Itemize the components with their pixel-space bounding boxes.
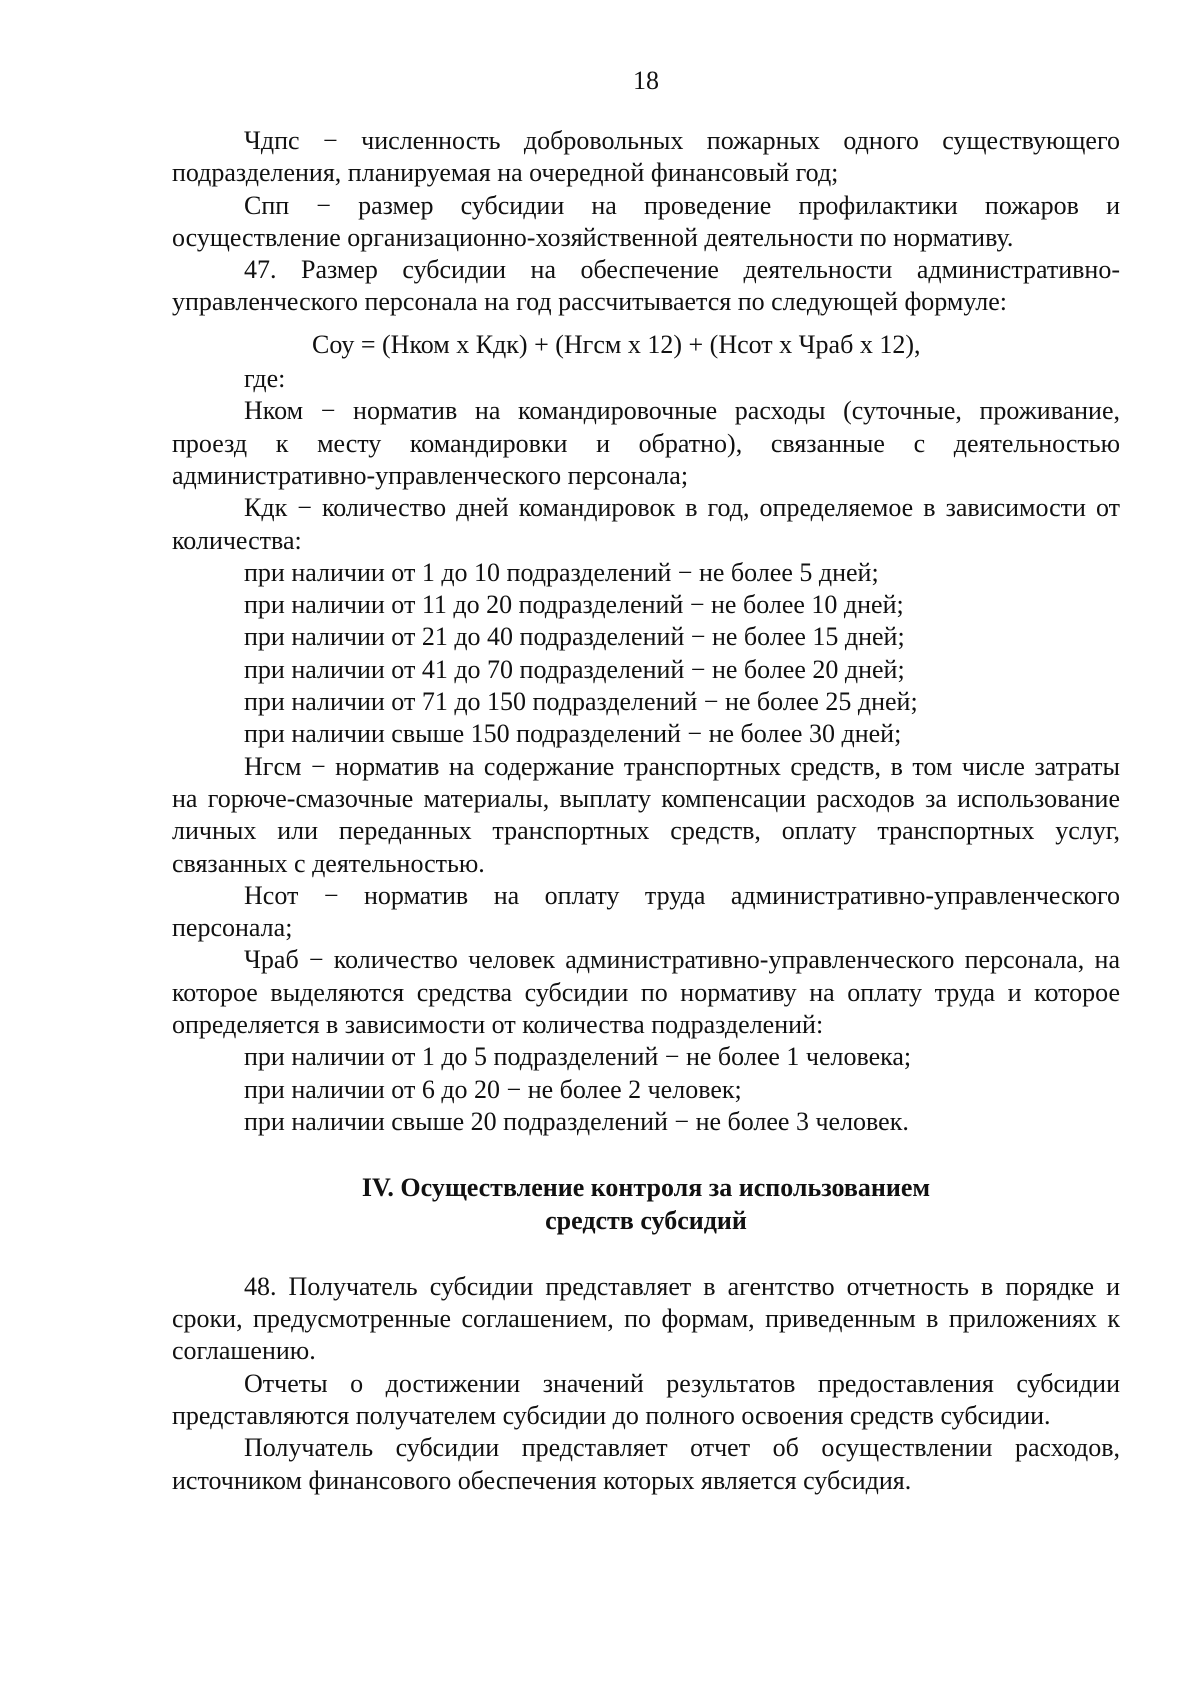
- section-heading-line2: средств субсидий: [545, 1205, 747, 1235]
- kdk-list-item: при наличии от 71 до 150 подразделений − не более 25 дней;: [244, 687, 918, 717]
- paragraph-reports: Отчеты о достижении значений результатов предоставления субсидии представляются получателем субсидии до полного освоения средств субсидии.: [172, 1368, 1120, 1430]
- paragraph-47: 47. Размер субсидии на обеспечение деятельности административно-управленческого персонала на год рассчитывается по следующей формуле:: [172, 255, 1120, 317]
- where-label: где:: [244, 364, 286, 394]
- formula: Соу = (Нком х Кдк) + (Нгсм х 12) + (Нсот х Чраб х 12),: [312, 329, 921, 359]
- section-heading: [172, 1172, 1120, 1237]
- kdk-list-item: при наличии от 41 до 70 подразделений − не более 20 дней;: [244, 654, 905, 684]
- paragraph-spp: Спп − размер субсидии на проведение профилактики пожаров и осуществление организационно-хозяйственной деятельности по нормативу.: [172, 190, 1120, 252]
- kdk-list-item: при наличии от 11 до 20 подразделений − не более 10 дней;: [244, 590, 904, 620]
- paragraph-kdk: Кдк − количество дней командировок в год, определяемое в зависимости от количества:: [172, 493, 1120, 555]
- paragraph-ngsm: Нгсм − норматив на содержание транспортных средств, в том числе затраты на горюче-смазочные материалы, выплату компенсации расходов за использование личных или переданных транспортных средств, оплату транспортных услуг, связанных с деятельностью.: [172, 751, 1120, 878]
- paragraph-nkom: Нком − норматив на командировочные расходы (суточные, проживание, проезд к месту командировки и обратно), связанные с деятельностью административно-управленческого персонала;: [172, 396, 1120, 490]
- paragraph-expenses-report: Получатель субсидии представляет отчет об осуществлении расходов, источником финансового обеспечения которых является субсидия.: [172, 1433, 1120, 1495]
- kdk-list-item: при наличии свыше 150 подразделений − не более 30 дней;: [244, 719, 902, 749]
- kdk-list-item: при наличии от 1 до 10 подразделений − не более 5 дней;: [244, 557, 879, 587]
- kdk-list-item: при наличии от 21 до 40 подразделений − не более 15 дней;: [244, 622, 905, 652]
- paragraph-48: 48. Получатель субсидии представляет в агентство отчетность в порядке и сроки, предусмотренные соглашением, по формам, приведенным в приложениях к соглашению.: [172, 1271, 1120, 1366]
- document-body: [172, 125, 1120, 1497]
- paragraph-nsot: Нсот − норматив на оплату труда административно-управленческого персонала;: [172, 880, 1120, 943]
- chrab-list-item: при наличии свыше 20 подразделений − не более 3 человек.: [244, 1106, 909, 1136]
- chrab-list-item: при наличии от 1 до 5 подразделений − не более 1 человека;: [244, 1042, 912, 1072]
- section-heading-line1: IV. Осуществление контроля за использованием: [361, 1173, 931, 1203]
- chrab-list-item: при наличии от 6 до 20 − не более 2 человек;: [244, 1074, 742, 1104]
- paragraph-chrab: Чраб − количество человек административно-управленческого персонала, на которое выделяются средства субсидии по нормативу на оплату труда и которое определяется в зависимости от количества подразделений:: [172, 945, 1120, 1040]
- page-number: 18: [633, 66, 659, 95]
- paragraph-chdps: Чдпс − численность добровольных пожарных одного существующего подразделения, планируемая на очередной финансовый год;: [172, 126, 1120, 188]
